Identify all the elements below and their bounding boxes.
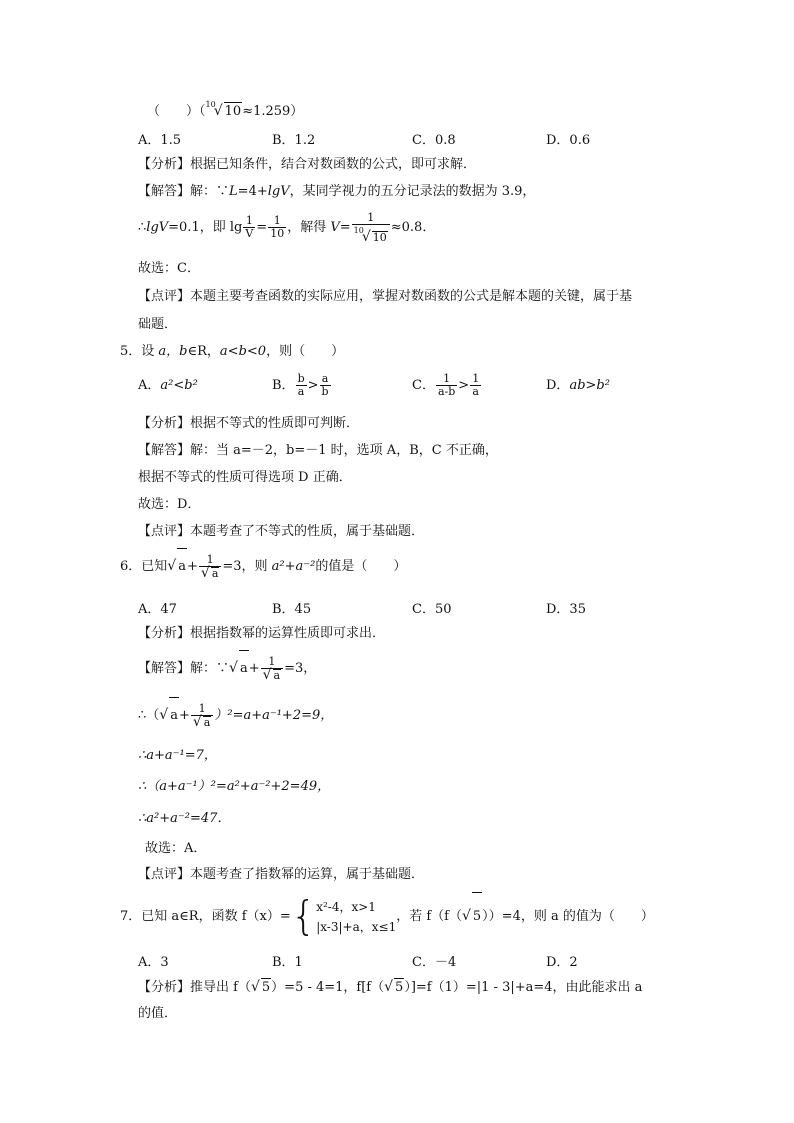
q7-option-c[interactable]: C．－4 [412,955,457,970]
q4-stem-tail: （ ）（$^{10}$√ 10≈1.259） [147,100,304,119]
q6-solution-line2: ∴（√ a+ $\frac{1}{√ a}$ ）²=a+a⁻¹+2=9， [138,697,333,734]
q5-analysis: 【分析】根据不等式的性质即可判断． [138,416,360,431]
q5-solution-line2: 根据不等式的性质可得选项 D 正确． [138,470,352,485]
q4-option-c[interactable]: C．0.8 [412,133,456,148]
q4-option-a[interactable]: A．1.5 [138,133,182,148]
q6-analysis: 【分析】根据指数幂的运算性质即可求出． [138,626,386,641]
q6-option-d[interactable]: D．35 [546,602,586,617]
q5-option-d[interactable]: D．ab>b² [546,378,610,393]
q5-stem: 5．设 a，b∈R，a<b<0，则（ ） [120,344,345,359]
q6-solution: 【解答】解：∵√ a+ $\frac{1}{√ a}$ =3， [138,650,316,687]
q7-option-a[interactable]: A．3 [138,955,169,970]
q6-solution-line4: ∴（a+a⁻¹）²=a²+a⁻²+2=49， [138,779,331,794]
q5-option-c[interactable]: C． $\frac{1}{a-b}$ > $\frac{1}{a}$ [412,372,480,398]
q7-option-d[interactable]: D．2 [546,955,578,970]
q6-option-b[interactable]: B．45 [272,602,312,617]
q7-analysis: 【分析】推导出 f（√ 5）=5 - 4=1，f[f（√ 5）]=f（1）=|1 - 3|+a=4，由此能求出 a [138,979,643,995]
q6-option-c[interactable]: C．50 [412,602,452,617]
q6-solution-line3: ∴a+a⁻¹=7， [138,748,217,763]
q4-solution: 【解答】解：∵L=4+lgV，某同学视力的五分记录法的数据为 3.9， [138,184,536,199]
q6-option-a[interactable]: A．47 [138,602,177,617]
q6-solution-line5: ∴a²+a⁻²=47． [138,811,231,826]
q5-option-a[interactable]: A．a²<b² [138,378,198,393]
q4-solution-line2: ∴lgV=0.1，即 lg $\frac{1}{V}$ = $\frac{1}{10}$ ，解得 V= $\frac{1}{^{10}√ 10}$ ≈0.8． [138,210,436,245]
q7-stem: 7．已知 a∈R，函数 f（x）={x²-4，x>1 |x-3|+a，x≤1，若 f（f（√ 5））=4，则 a 的值为（ ） [120,893,654,940]
q7-analysis-line2: 的值． [138,1006,178,1021]
q5-solution: 【解答】解：当 a=－2，b=－1 时，选项 A，B，C 不正确， [138,443,498,458]
q5-choose: 故选：D． [138,497,201,512]
q4-analysis: 【分析】根据已知条件，结合对数函数的公式，即可求解． [138,157,477,172]
q4-comment-line2: 础题． [138,317,178,332]
q6-choose: 故选：A． [145,841,207,856]
q5-option-b[interactable]: B． $\frac{b}{a}$ > $\frac{a}{b}$ [272,372,329,398]
q4-choose: 故选：C． [138,261,200,276]
q7-option-b[interactable]: B．1 [272,955,303,970]
q6-comment: 【点评】本题考查了指数幂的运算，属于基础题． [138,867,425,882]
q5-comment: 【点评】本题考查了不等式的性质，属于基础题． [138,524,425,539]
q4-option-d[interactable]: D．0.6 [546,133,591,148]
q4-comment: 【点评】本题主要考查函数的实际应用，掌握对数函数的公式是解本题的关键，属于基 [138,289,633,304]
q6-stem: 6．已知√ a+ $\frac{1}{√ a}$ =3，则 a²+a⁻²的值是（ ） [120,548,406,585]
q4-option-b[interactable]: B．1.2 [272,133,316,148]
